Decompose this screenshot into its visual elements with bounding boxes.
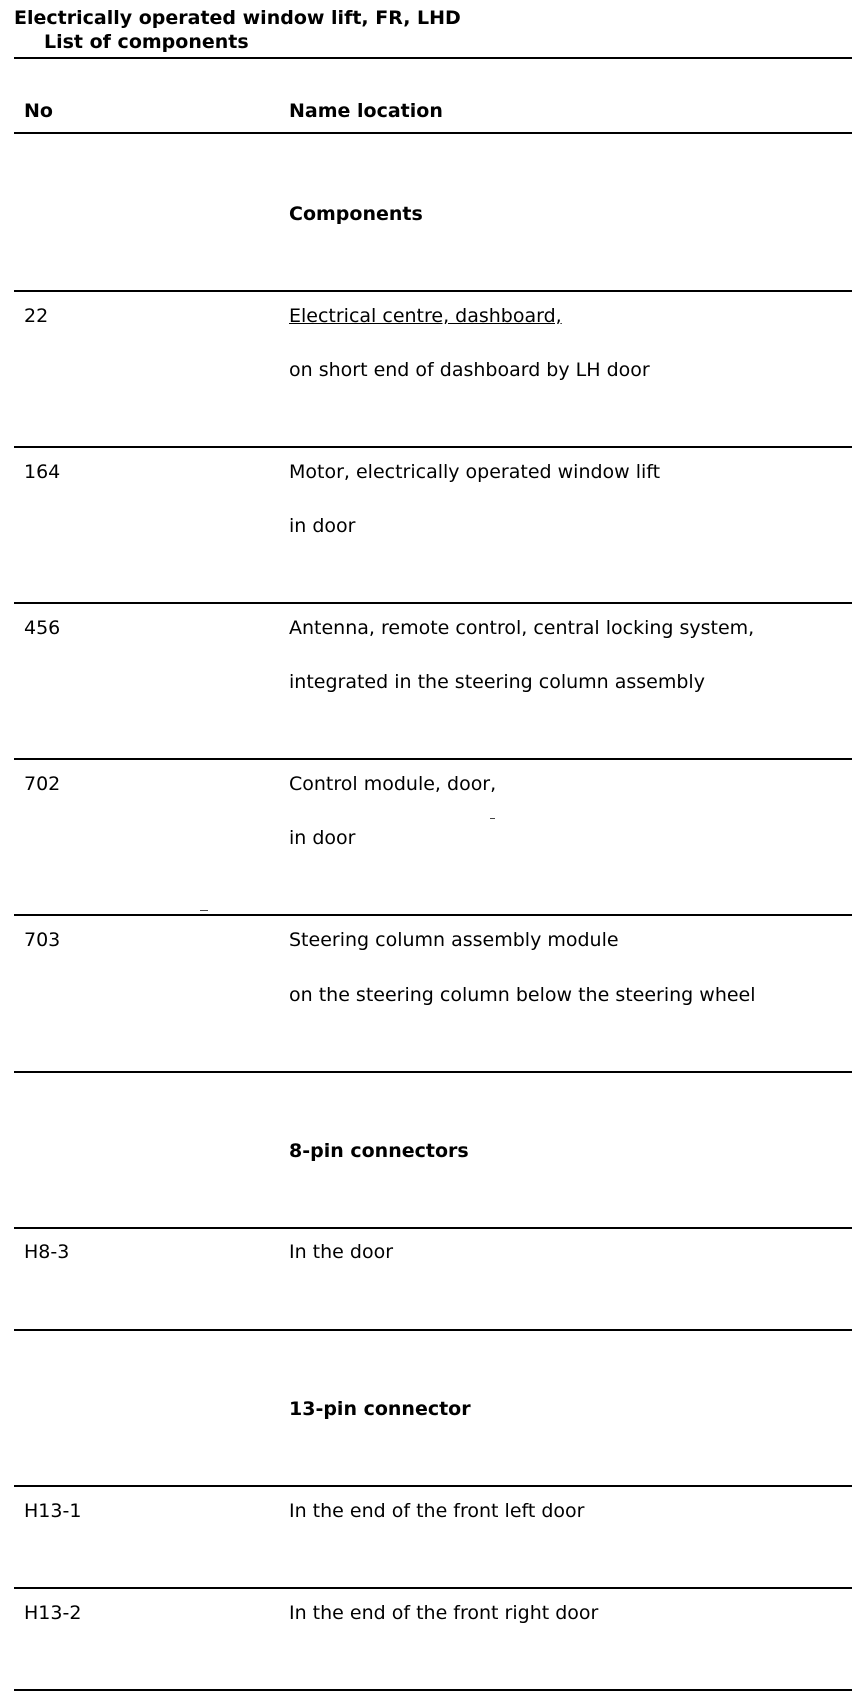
page-subtitle: List of components (44, 31, 249, 53)
connector-location: In the door (289, 1241, 394, 1263)
connector-no: H8-3 (24, 1241, 70, 1263)
component-no: 703 (24, 929, 61, 951)
component-name: Antenna, remote control, central locking system, (289, 617, 755, 639)
rule (14, 446, 852, 448)
column-header-name-location: Name location (289, 100, 443, 122)
scan-speck (200, 910, 208, 911)
connector-no: H13-1 (24, 1500, 82, 1522)
column-header-no: No (24, 100, 53, 122)
rule-top (14, 57, 852, 59)
connector-location: In the end of the front right door (289, 1602, 599, 1624)
rule (14, 1329, 852, 1331)
connector-location: In the end of the front left door (289, 1500, 585, 1522)
section-heading-8-pin-connectors: 8-pin connectors (289, 1140, 469, 1162)
component-name: Control module, door, (289, 773, 497, 795)
component-location: integrated in the steering column assembly (289, 671, 705, 693)
rule-header (14, 132, 852, 134)
component-name: Steering column assembly module (289, 929, 619, 951)
component-name: Motor, electrically operated window lift (289, 461, 661, 483)
connector-no: H13-2 (24, 1602, 82, 1624)
rule (14, 914, 852, 916)
component-location: on short end of dashboard by LH door (289, 359, 650, 381)
rule-bottom (14, 1689, 852, 1691)
section-heading-components: Components (289, 203, 423, 225)
scan-speck (490, 818, 495, 819)
rule (14, 1227, 852, 1229)
page-title: Electrically operated window lift, FR, LHD (14, 7, 461, 29)
rule (14, 1071, 852, 1073)
component-location: in door (289, 827, 356, 849)
rule (14, 602, 852, 604)
rule (14, 758, 852, 760)
rule (14, 1587, 852, 1589)
section-heading-13-pin-connector: 13-pin connector (289, 1398, 471, 1420)
component-name: Electrical centre, dashboard, (289, 305, 562, 327)
component-no: 22 (24, 305, 49, 327)
component-location: in door (289, 515, 356, 537)
component-no: 702 (24, 773, 61, 795)
rule (14, 1485, 852, 1487)
component-no: 456 (24, 617, 61, 639)
rule (14, 290, 852, 292)
component-location: on the steering column below the steering wheel (289, 984, 756, 1006)
component-no: 164 (24, 461, 61, 483)
